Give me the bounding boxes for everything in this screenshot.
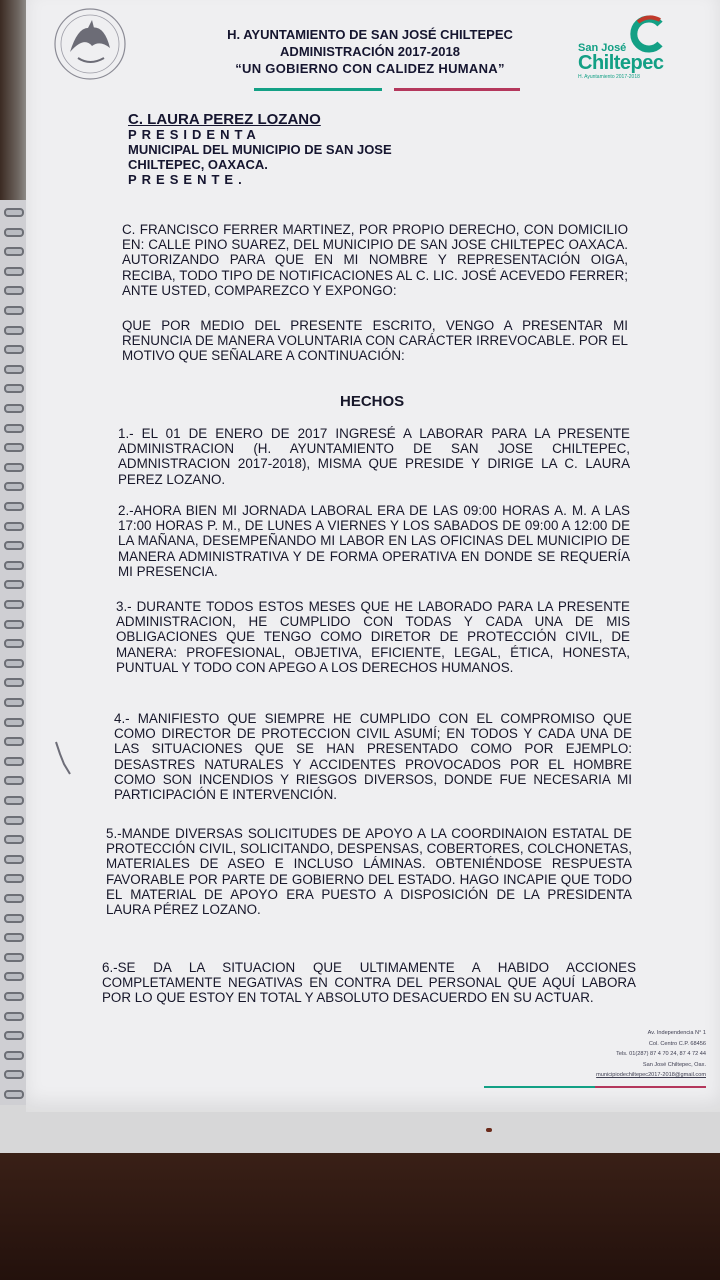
letterhead-slogan: “UN GOBIERNO CON CALIDEZ HUMANA” xyxy=(235,61,505,76)
notebook-ring xyxy=(4,1090,24,1099)
intro-paragraph: C. FRANCISCO FERRER MARTINEZ, POR PROPIO DERECHO, CON DOMICILIO EN: CALLE PINO SUAREZ, DEL MUNICIPIO DE SAN JOSE CHILTEPEC OAXACA. AUTORIZANDO PARA QUE EN MI NOMBRE Y REPRESENTACIÓN OIGA, RECIBA, TODO TIPO DE NOTIFICACIONES AL C. LIC. JOSÉ ACEVEDO FERRER; ANTE USTED, COMPAREZCO Y EXPONGO: xyxy=(122,222,628,298)
notebook-ring xyxy=(4,247,24,256)
addressee-title: PRESIDENTA xyxy=(128,127,261,142)
notebook-ring xyxy=(4,482,24,491)
footer-rule xyxy=(484,1086,706,1088)
purpose-paragraph: QUE POR MEDIO DEL PRESENTE ESCRITO, VENGO A PRESENTAR MI RENUNCIA DE MANERA VOLUNTARIA CON CARÁCTER IRREVOCABLE. POR EL MOTIVO QUE SEÑALARE A CONTINUACIÓN: xyxy=(122,318,628,364)
footer-line-3: Tels. 01(287) 87 4 70 24, 87 4 72 44 xyxy=(616,1051,706,1057)
footer-line-1: Av. Independencia N° 1 xyxy=(647,1030,706,1036)
notebook-ring xyxy=(4,620,24,629)
footer-address xyxy=(560,1028,706,1081)
notebook-ring xyxy=(4,914,24,923)
notebook-ring xyxy=(4,678,24,687)
table-surface xyxy=(0,1150,720,1280)
fact-paragraph-1: 1.- EL 01 DE ENERO DE 2017 INGRESÉ A LABORAR PARA LA PRESENTE ADMINISTRACION (H. AYUNTAMIENTO DE SAN JOSE CHILTEPEC, ADMNISTRACION 2017-2018), MISMA QUE PRESIDE Y DIRIGE LA C. LAURA PEREZ LOZANO. xyxy=(118,426,630,487)
notebook-ring xyxy=(4,1070,24,1079)
letterhead-rule-teal xyxy=(254,88,382,91)
spiral-notebook xyxy=(0,200,28,1120)
notebook-ring xyxy=(4,718,24,727)
footer-email: municipiodechiltepec2017-2018@gmail.com xyxy=(596,1072,706,1078)
fact-paragraph-4: 4.- MANIFIESTO QUE SIEMPRE HE CUMPLIDO CON EL COMPROMISO QUE COMO DIRECTOR DE PROTECCION CIVIL ASUMÍ; EN TODOS Y CADA UNA DE LAS SITUACIONES QUE SE HAN PRESENTADO COMO POR EJEMPLO: DESASTRES NATURALES Y ACCIDENTES PROVOCADOS POR EL HOMBRE COMO SON INCENDIOS Y RIESGOS DIVERSOS, DONDE FUE NECESARIA MI PARTICIPACIÓN E INTERVENCIÓN. xyxy=(114,711,632,803)
fact-paragraph-5: 5.-MANDE DIVERSAS SOLICITUDES DE APOYO A LA COORDINAION ESTATAL DE PROTECCIÓN CIVIL, SOLICITANDO, DESPENSAS, COBERTORES, COLCHONETAS, MATERIALES DE ASEO E INCLUSO LÁMINAS. OBTENIÉNDOSE RESPUESTA FAVORABLE POR PARTE DE GOBIERNO DEL ESTADO. HAGO INCAPIE QUE TODO EL MATERIAL DE APOYO ERA PUESTO A DISPOSICIÓN DE LA PRESIDENTA LAURA PÉREZ LOZANO. xyxy=(106,826,632,918)
footer-line-2: Col. Centro C.P. 68456 xyxy=(648,1040,706,1047)
notebook-ring xyxy=(4,698,24,707)
notebook-ring xyxy=(4,1031,24,1040)
fact-paragraph-3: 3.- DURANTE TODOS ESTOS MESES QUE HE LABORADO PARA LA PRESENTE ADMINISTRACION, HE CUMPLIDO CON TODAS Y CADA UNA DE MIS OBLIGACIONES QUE TENGO COMO DIRETOR DE PROTECCIÓN CIVIL, DE MANERA: PROFESIONAL, OBJETIVA, EFICIENTE, LEGAL, ÉTICA, HONESTA, PUNTUAL Y TODO CON APEGO A LOS DERECHOS HUMANOS. xyxy=(116,599,630,675)
notebook-ring xyxy=(4,1051,24,1060)
notebook-ring xyxy=(4,345,24,354)
notebook-ring xyxy=(4,306,24,315)
addressee-block xyxy=(128,112,392,187)
chiltepec-logo xyxy=(568,14,686,94)
notebook-ring xyxy=(4,522,24,531)
paper-fold xyxy=(0,1105,720,1153)
notebook-ring xyxy=(4,404,24,413)
brand-small-text: San José xyxy=(578,42,627,54)
addressee-line-3: MUNICIPAL DEL MUNICIPIO DE SAN JOSE xyxy=(128,142,392,157)
brand-big-text: Chiltepec xyxy=(578,52,664,74)
letterhead xyxy=(200,26,540,77)
notebook-ring xyxy=(4,424,24,433)
addressee-line-5: PRESENTE. xyxy=(128,172,247,187)
notebook-ring xyxy=(4,580,24,589)
footer-line-4: San José Chiltepec, Oax. xyxy=(642,1061,706,1068)
fact-paragraph-2: 2.-AHORA BIEN MI JORNADA LABORAL ERA DE LAS 09:00 HORAS A. M. A LAS 17:00 HORAS P. M., DE LUNES A VIERNES Y LOS SABADOS DE 09:00 A 12:00 DE LA MAÑANA, DESEMPEÑANDO MI LABOR EN LAS OFICINAS DEL MUNICIPIO DE MANERA ADMINISTRATIVA Y DE FORMA OPERATIVA EN DONDE SE REQUERÍA MI PRESENCIA. xyxy=(118,503,630,579)
notebook-ring xyxy=(4,228,24,237)
notebook-ring xyxy=(4,443,24,452)
notebook-ring xyxy=(4,737,24,746)
notebook-ring xyxy=(4,953,24,962)
notebook-ring xyxy=(4,384,24,393)
letterhead-line-1: H. AYUNTAMIENTO DE SAN JOSÉ CHILTEPEC xyxy=(227,27,513,42)
notebook-ring xyxy=(4,894,24,903)
notebook-ring xyxy=(4,933,24,942)
notebook-ring xyxy=(4,855,24,864)
notebook-ring xyxy=(4,639,24,648)
ink-smudge xyxy=(52,740,78,780)
mexico-seal-icon xyxy=(48,6,132,82)
fact-paragraph-6: 6.-SE DA LA SITUACION QUE ULTIMAMENTE A HABIDO ACCIONES COMPLETAMENTE NEGATIVAS EN CONTRA DEL PERSONAL QUE AQUÍ LABORA POR LO QUE ESTOY EN TOTAL Y ABSOLUTO DESACUERDO EN SU ACTUAR. xyxy=(102,960,636,1006)
notebook-ring xyxy=(4,326,24,335)
letterhead-rule-magenta xyxy=(394,88,520,91)
notebook-ring xyxy=(4,208,24,217)
notebook-ring xyxy=(4,600,24,609)
hechos-heading: HECHOS xyxy=(340,393,405,410)
notebook-ring xyxy=(4,286,24,295)
notebook-ring xyxy=(4,541,24,550)
addressee-name: C. LAURA PEREZ LOZANO xyxy=(128,111,321,128)
notebook-ring xyxy=(4,796,24,805)
notebook-ring xyxy=(4,757,24,766)
notebook-ring xyxy=(4,816,24,825)
notebook-ring xyxy=(4,972,24,981)
notebook-ring xyxy=(4,267,24,276)
notebook-ring xyxy=(4,776,24,785)
notebook-ring xyxy=(4,365,24,374)
brand-sub-text: H. Ayuntamiento 2017-2018 xyxy=(578,74,640,80)
notebook-ring xyxy=(4,992,24,1001)
chiltepec-c-icon xyxy=(628,14,668,54)
notebook-ring xyxy=(4,659,24,668)
notebook-ring xyxy=(4,502,24,511)
notebook-ring xyxy=(4,463,24,472)
letterhead-line-2: ADMINISTRACIÓN 2017-2018 xyxy=(280,44,460,59)
notebook-ring xyxy=(4,874,24,883)
addressee-line-4: CHILTEPEC, OAXACA. xyxy=(128,157,268,172)
notebook-ring xyxy=(4,835,24,844)
paper-mark xyxy=(486,1128,492,1132)
notebook-ring xyxy=(4,1012,24,1021)
notebook-ring xyxy=(4,561,24,570)
